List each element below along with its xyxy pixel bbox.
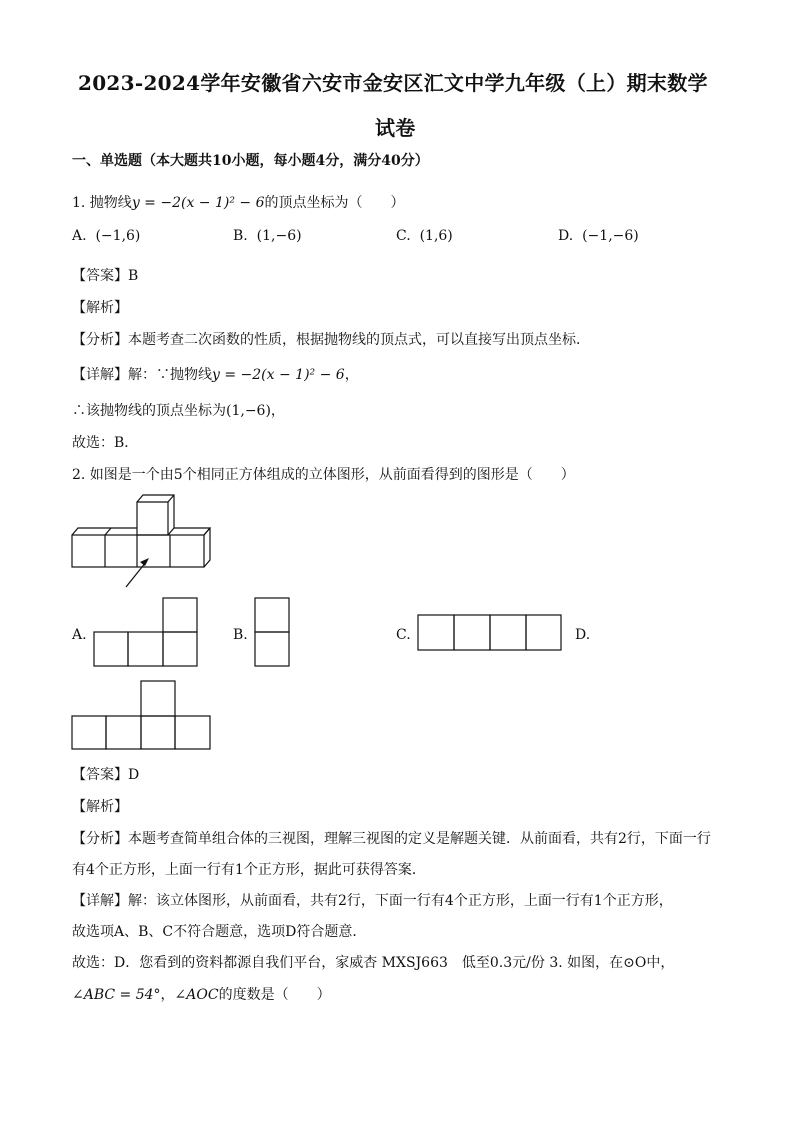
- q3-stem-line2: [72, 984, 331, 1004]
- q2-option-b-label: B.: [233, 627, 248, 643]
- q1-stem: [72, 192, 405, 212]
- q1-prefix: 1. 抛物线: [72, 195, 132, 211]
- q3-angle-aoc: ∠AOC: [174, 987, 219, 1003]
- section-heading: 一、单选题（本大题共10小题，每小题4分，满分40分）: [72, 153, 429, 169]
- q1-therefore-suffix: ，: [270, 403, 285, 419]
- q2-option-b-figure: [253, 597, 293, 669]
- q3-suffix: 的度数是（ ）: [218, 987, 331, 1003]
- q2-fenxi-line2: 有4个正方形，上面一行有1个正方形，据此可获得答案．: [72, 862, 426, 878]
- q2-option-c-label: C.: [396, 627, 411, 643]
- q1-therefore-value: (1,−6): [226, 403, 271, 419]
- q1-choose: 故选：B．: [72, 435, 139, 451]
- page-title-line2: 试卷: [375, 116, 416, 140]
- q3-angle-abc: ∠ABC = 54°: [72, 987, 161, 1003]
- option-label: B.: [233, 228, 248, 244]
- q2-answer: 【答案】D: [72, 767, 140, 783]
- q2-option-d-figure: [70, 680, 214, 752]
- q1-fenxi: 【分析】本题考查二次函数的性质，根据抛物线的顶点式，可以直接写出顶点坐标．: [72, 332, 590, 348]
- option-label: A.: [72, 228, 87, 244]
- q1-answer: 【答案】B: [72, 268, 139, 284]
- q2-stem: 2. 如图是一个由5个相同正方体组成的立体图形，从前面看得到的图形是（ ）: [72, 467, 575, 483]
- q1-xiangjie: [72, 364, 359, 384]
- q2-option-a-figure: [92, 597, 200, 669]
- q1-option-b: [233, 228, 302, 244]
- option-value: (−1,6): [95, 228, 141, 244]
- q1-therefore: [72, 400, 285, 420]
- q1-therefore-prefix: ∴该抛物线的顶点坐标为: [72, 403, 226, 419]
- q2-fenxi-line1: 【分析】本题考查简单组合体的三视图，理解三视图的定义是解题关键．从前面看，共有2行，下面一行: [72, 831, 711, 847]
- q1-option-d: [558, 228, 639, 244]
- q1-xiangjie-prefix: 【详解】解：∵抛物线: [72, 367, 212, 383]
- q2-xiangjie-line1: 【详解】解：该立体图形，从前面看，共有2行，下面一行有4个正方形，上面一行有1个正方形，: [72, 893, 673, 909]
- option-value: (1,6): [419, 228, 453, 244]
- q1-formula: y = −2(x − 1)² − 6: [131, 195, 265, 211]
- option-value: (1,−6): [256, 228, 302, 244]
- q1-option-c: [396, 228, 453, 244]
- option-label: C.: [396, 228, 411, 244]
- q3-sep: ，: [160, 987, 175, 1003]
- q2-choose-and-q3-stem: 故选：D．您看到的资料都源自我们平台，家威杏 MXSJ663 低至0.3元/份 3. 如图，在⊙O中，: [72, 955, 675, 971]
- q2-analysis-head: 【解析】: [72, 799, 128, 815]
- q2-solid-figure: [70, 492, 220, 592]
- q2-xiangjie-line2: 故选项A、B、C不符合题意，选项D符合题意．: [72, 924, 367, 940]
- q1-analysis-head: 【解析】: [72, 300, 128, 316]
- option-value: (−1,−6): [582, 228, 639, 244]
- q2-option-c-figure: [416, 613, 564, 653]
- option-label: D.: [558, 228, 574, 244]
- q2-option-d-label: D.: [575, 627, 591, 643]
- q1-xiangjie-suffix: ，: [344, 367, 359, 383]
- q2-option-a-label: A.: [72, 627, 87, 643]
- q1-suffix: 的顶点坐标为（ ）: [264, 195, 405, 211]
- q1-option-a: [72, 228, 140, 244]
- page-title: 2023-2024学年安徽省六安市金安区汇文中学九年级（上）期末数学: [78, 71, 708, 95]
- q1-xiangjie-formula: y = −2(x − 1)² − 6: [212, 367, 345, 383]
